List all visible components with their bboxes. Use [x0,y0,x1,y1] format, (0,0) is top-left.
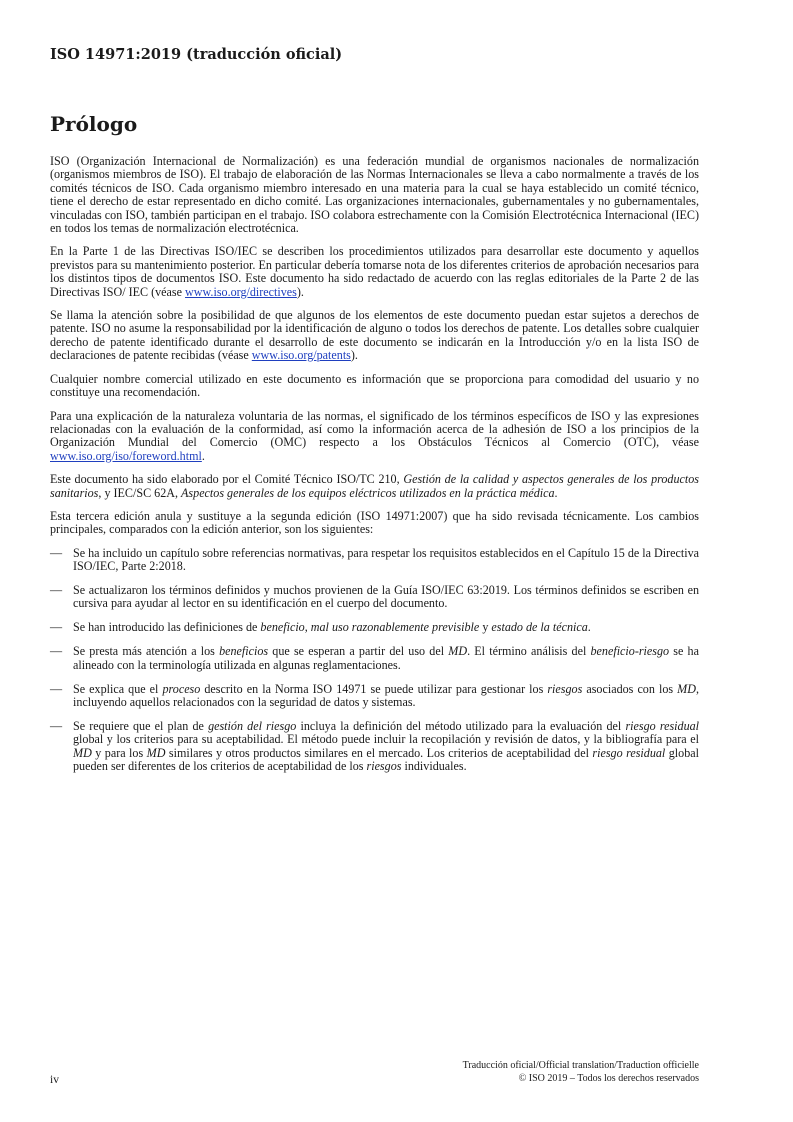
page-number: iv [50,1074,59,1086]
dash-marker: — [50,583,63,598]
footer-rights [463,1059,699,1085]
dash-marker: — [50,644,63,659]
paragraph-trade-names: Cualquier nombre comercial utilizado en este documento es información que se proporciona para comodidad del usuario y no constituye una recomendación. [50,371,699,400]
dash-marker: — [50,545,63,560]
changes-list [50,547,699,774]
dash-marker: — [50,620,63,635]
paragraph-iso-intro: ISO (Organización Internacional de Normalización) es una federación mundial de organismos nacionales de normalización (organismos miembros de ISO). El trabajo de elaboración de las Normas Internacionales se lleva a cabo normalmente a través de los comités técnicos de ISO. Cada organismo miembro interesado en una materia para la cual se haya establecido un comité técnico, tiene el derecho de estar representado en dicho comité. Las organizaciones internacionales, gubernamentales y no gubernamentales, vinculadas con ISO, también participan en el trabajo. ISO colabora estrechamente con la Comisión Electrotécnica Internacional (IEC) en todos los temas de normalización electrotécnica. [50,154,699,236]
dash-marker: — [50,718,63,733]
list-item: — Se requiere que el plan de gestión del riesgo incluya la definición del método utilizado para la evaluación del riesgo residual global y los criterios para su aceptabilidad. El método puede incluir la recopilación y revisión de datos, y la bibliografía para el MD y para los MD similares y otros productos similares en el mercado. Los criterios de aceptabilidad del riesgo residual global pueden ser diferentes de los criterios de aceptabilidad de los riesgos individuales. [50,718,700,774]
list-item: — Se presta más atención a los beneficios que se esperan a partir del uso del MD. El término análisis del beneficio-riesgo se ha alineado con la terminología utilizada en algunas reglamentaciones. [50,644,699,672]
page-title: Prólogo [50,112,138,136]
footer-copyright: © ISO 2019 – Todos los derechos reservados [518,1073,699,1084]
list-item: — Se ha incluido un capítulo sobre referencias normativas, para respetar los requisitos establecidos en el Capítulo 15 de la Directiva ISO/IEC, Parte 2:2018. [50,545,699,574]
foreword-body [50,155,699,784]
patents-link[interactable]: www.iso.org/patents [251,348,351,363]
paragraph-voluntary-nature: Para una explicación de la naturaleza voluntaria de las normas, el significado de los términos específicos de ISO y las expresiones relacionadas con la evaluación de la conformidad, así como la información acerca de la adhesión de ISO a los principios de la Organización Mundial del Comercio (OMC) respecto a los Obstáculos Técnicos al Comercio (OTC), véase www.iso.org/iso/foreword.html. [50,408,699,463]
document-header: ISO 14971:2019 (traducción oficial) [50,46,343,63]
dash-marker: — [50,681,63,696]
list-item: — Se explica que el proceso descrito en la Norma ISO 14971 se puede utilizar para gestionar los riesgos asociados con los MD, incluyendo aquellos relacionados con la seguridad de datos y sistemas. [50,681,699,709]
paragraph-edition: Esta tercera edición anula y sustituye a la segunda edición (ISO 14971:2007) que ha sido revisada técnicamente. Los cambios principales, comparados con la edición anterior, son los siguientes: [50,508,699,537]
footer-translation: Traducción oficial/Official translation/Traduction officielle [462,1060,699,1071]
foreword-link[interactable]: www.iso.org/iso/foreword.html [50,448,202,463]
directives-link[interactable]: www.iso.org/directives [185,284,297,299]
list-item: — Se actualizaron los términos definidos y muchos provienen de la Guía ISO/IEC 63:2019. Los términos definidos se escriben en cursiva para ayudar al lector en su identificación en el cuerpo del documento. [50,583,699,611]
paragraph-patents: Se llama la atención sobre la posibilidad de que algunos de los elementos de este documento puedan estar sujetos a derechos de patente. ISO no asume la responsabilidad por la identificación de alguno o todos los derechos de patente. Los detalles sobre cualquier derecho de patente identificado durante el desarrollo de este documento se indicarán en la Introducción y/o en la lista ISO de declaraciones de patente recibidas (véase www.iso.org/patents). [50,308,699,363]
list-item: — Se han introducido las definiciones de beneficio, mal uso razonablemente previsible y estado de la técnica. [50,620,591,635]
paragraph-committee: Este documento ha sido elaborado por el Comité Técnico ISO/TC 210, Gestión de la calidad y aspectos generales de los productos sanitarios, y IEC/SC 62A, Aspectos generales de los equipos eléctricos utilizados en la práctica médica. [50,472,699,500]
paragraph-directives: En la Parte 1 de las Directivas ISO/IEC se describen los procedimientos utilizados para desarrollar este documento y aquellos previstos para su mantenimiento posterior. En particular debería tomarse nota de los diferentes criterios de aprobación necesarios para los distintos tipos de documentos ISO. Este documento ha sido redactado de acuerdo con las reglas editoriales de la Parte 2 de las Directivas ISO/ IEC (véase www.iso.org/directives). [50,244,699,299]
